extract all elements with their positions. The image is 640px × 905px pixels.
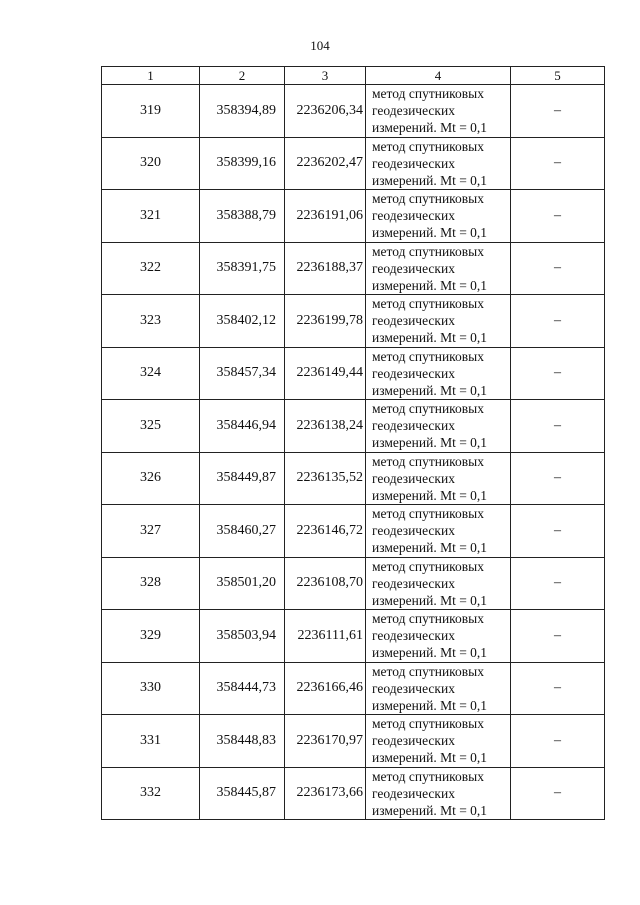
note-cell: – [511,715,605,768]
method-text-line: измерений. Mt = 0,1 [372,802,488,818]
y-coordinate-cell: 2236149,44 [285,347,366,400]
note-cell: – [511,400,605,453]
x-coordinate-cell: 358391,75 [200,242,285,295]
method-text-line: измерений. Mt = 0,1 [372,382,488,398]
x-coordinate-cell: 358446,94 [200,400,285,453]
point-number-cell: 319 [102,85,200,138]
method-text-line: геодезических [372,575,455,591]
method-text-line: измерений. Mt = 0,1 [372,697,488,713]
table-row [102,242,605,295]
method-cell [366,347,511,400]
y-coordinate-cell: 2236146,72 [285,505,366,558]
y-coordinate-cell: 2236170,97 [285,715,366,768]
y-coordinate-cell: 2236188,37 [285,242,366,295]
column-header-2: 2 [200,67,285,85]
point-number-cell: 332 [102,767,200,820]
method-cell [366,767,511,820]
x-coordinate-cell: 358501,20 [200,557,285,610]
method-text-line: измерений. Mt = 0,1 [372,435,488,451]
x-coordinate-cell: 358402,12 [200,295,285,348]
y-coordinate-cell: 2236199,78 [285,295,366,348]
table-row [102,505,605,558]
method-text-line: метод спутниковых [372,663,484,679]
method-cell [366,715,511,768]
method-cell [366,137,511,190]
method-text-line: геодезических [372,260,455,276]
point-number-cell: 331 [102,715,200,768]
method-text-line: метод спутниковых [372,296,484,312]
method-text-line: метод спутниковых [372,716,484,732]
table-header [102,67,605,85]
table-row [102,610,605,663]
method-cell [366,400,511,453]
method-text-line: геодезических [372,680,455,696]
y-coordinate-cell: 2236202,47 [285,137,366,190]
y-coordinate-cell: 2236135,52 [285,452,366,505]
method-text-line: метод спутниковых [372,191,484,207]
table-row [102,715,605,768]
method-text-line: геодезических [372,103,455,119]
method-cell [366,610,511,663]
method-text-line: геодезических [372,733,455,749]
point-number-cell: 323 [102,295,200,348]
point-number-cell: 325 [102,400,200,453]
method-text-line: измерений. Mt = 0,1 [372,645,488,661]
method-text-line: метод спутниковых [372,558,484,574]
method-text-line: метод спутниковых [372,453,484,469]
x-coordinate-cell: 358449,87 [200,452,285,505]
point-number-cell: 326 [102,452,200,505]
note-cell: – [511,190,605,243]
method-cell [366,662,511,715]
y-coordinate-cell: 2236108,70 [285,557,366,610]
table-row [102,767,605,820]
y-coordinate-cell: 2236173,66 [285,767,366,820]
y-coordinate-cell: 2236138,24 [285,400,366,453]
y-coordinate-cell: 2236111,61 [285,610,366,663]
note-cell: – [511,137,605,190]
method-text-line: геодезических [372,418,455,434]
method-text-line: измерений. Mt = 0,1 [372,172,488,188]
note-cell: – [511,610,605,663]
method-text-line: метод спутниковых [372,86,484,102]
point-number-cell: 324 [102,347,200,400]
method-cell [366,505,511,558]
column-header-1: 1 [102,67,200,85]
table-row [102,557,605,610]
table-row [102,137,605,190]
y-coordinate-cell: 2236191,06 [285,190,366,243]
column-header-4: 4 [366,67,511,85]
x-coordinate-cell: 358399,16 [200,137,285,190]
x-coordinate-cell: 358460,27 [200,505,285,558]
point-number-cell: 329 [102,610,200,663]
note-cell: – [511,347,605,400]
method-text-line: геодезических [372,628,455,644]
method-cell [366,190,511,243]
x-coordinate-cell: 358388,79 [200,190,285,243]
x-coordinate-cell: 358445,87 [200,767,285,820]
table-row [102,295,605,348]
note-cell: – [511,85,605,138]
method-text-line: геодезических [372,785,455,801]
method-cell [366,452,511,505]
method-text-line: геодезических [372,155,455,171]
method-text-line: геодезических [372,365,455,381]
point-number-cell: 327 [102,505,200,558]
method-cell [366,557,511,610]
table-row [102,662,605,715]
method-text-line: метод спутниковых [372,401,484,417]
column-header-3: 3 [285,67,366,85]
method-text-line: измерений. Mt = 0,1 [372,277,488,293]
method-text-line: измерений. Mt = 0,1 [372,592,488,608]
method-text-line: геодезических [372,313,455,329]
x-coordinate-cell: 358444,73 [200,662,285,715]
table-row [102,190,605,243]
method-text-line: измерений. Mt = 0,1 [372,225,488,241]
method-text-line: геодезических [372,208,455,224]
method-text-line: измерений. Mt = 0,1 [372,487,488,503]
note-cell: – [511,767,605,820]
method-cell [366,242,511,295]
point-number-cell: 320 [102,137,200,190]
method-cell [366,85,511,138]
method-text-line: метод спутниковых [372,611,484,627]
header-row [102,67,605,85]
y-coordinate-cell: 2236206,34 [285,85,366,138]
method-text-line: метод спутниковых [372,348,484,364]
method-text-line: измерений. Mt = 0,1 [372,330,488,346]
y-coordinate-cell: 2236166,46 [285,662,366,715]
method-text-line: измерений. Mt = 0,1 [372,750,488,766]
method-text-line: метод спутниковых [372,506,484,522]
method-text-line: геодезических [372,523,455,539]
note-cell: – [511,505,605,558]
note-cell: – [511,452,605,505]
coordinates-table [101,66,605,820]
point-number-cell: 328 [102,557,200,610]
note-cell: – [511,662,605,715]
x-coordinate-cell: 358448,83 [200,715,285,768]
page-number: 104 [310,38,330,53]
table-row [102,347,605,400]
method-cell [366,295,511,348]
point-number-cell: 321 [102,190,200,243]
note-cell: – [511,242,605,295]
column-header-5: 5 [511,67,605,85]
table-body [102,85,605,820]
point-number-cell: 322 [102,242,200,295]
method-text-line: метод спутниковых [372,243,484,259]
method-text-line: измерений. Mt = 0,1 [372,120,488,136]
x-coordinate-cell: 358394,89 [200,85,285,138]
note-cell: – [511,295,605,348]
x-coordinate-cell: 358503,94 [200,610,285,663]
method-text-line: метод спутниковых [372,138,484,154]
method-text-line: геодезических [372,470,455,486]
x-coordinate-cell: 358457,34 [200,347,285,400]
table-row [102,85,605,138]
point-number-cell: 330 [102,662,200,715]
table-row [102,452,605,505]
method-text-line: измерений. Mt = 0,1 [372,540,488,556]
method-text-line: метод спутниковых [372,768,484,784]
table-row [102,400,605,453]
note-cell: – [511,557,605,610]
